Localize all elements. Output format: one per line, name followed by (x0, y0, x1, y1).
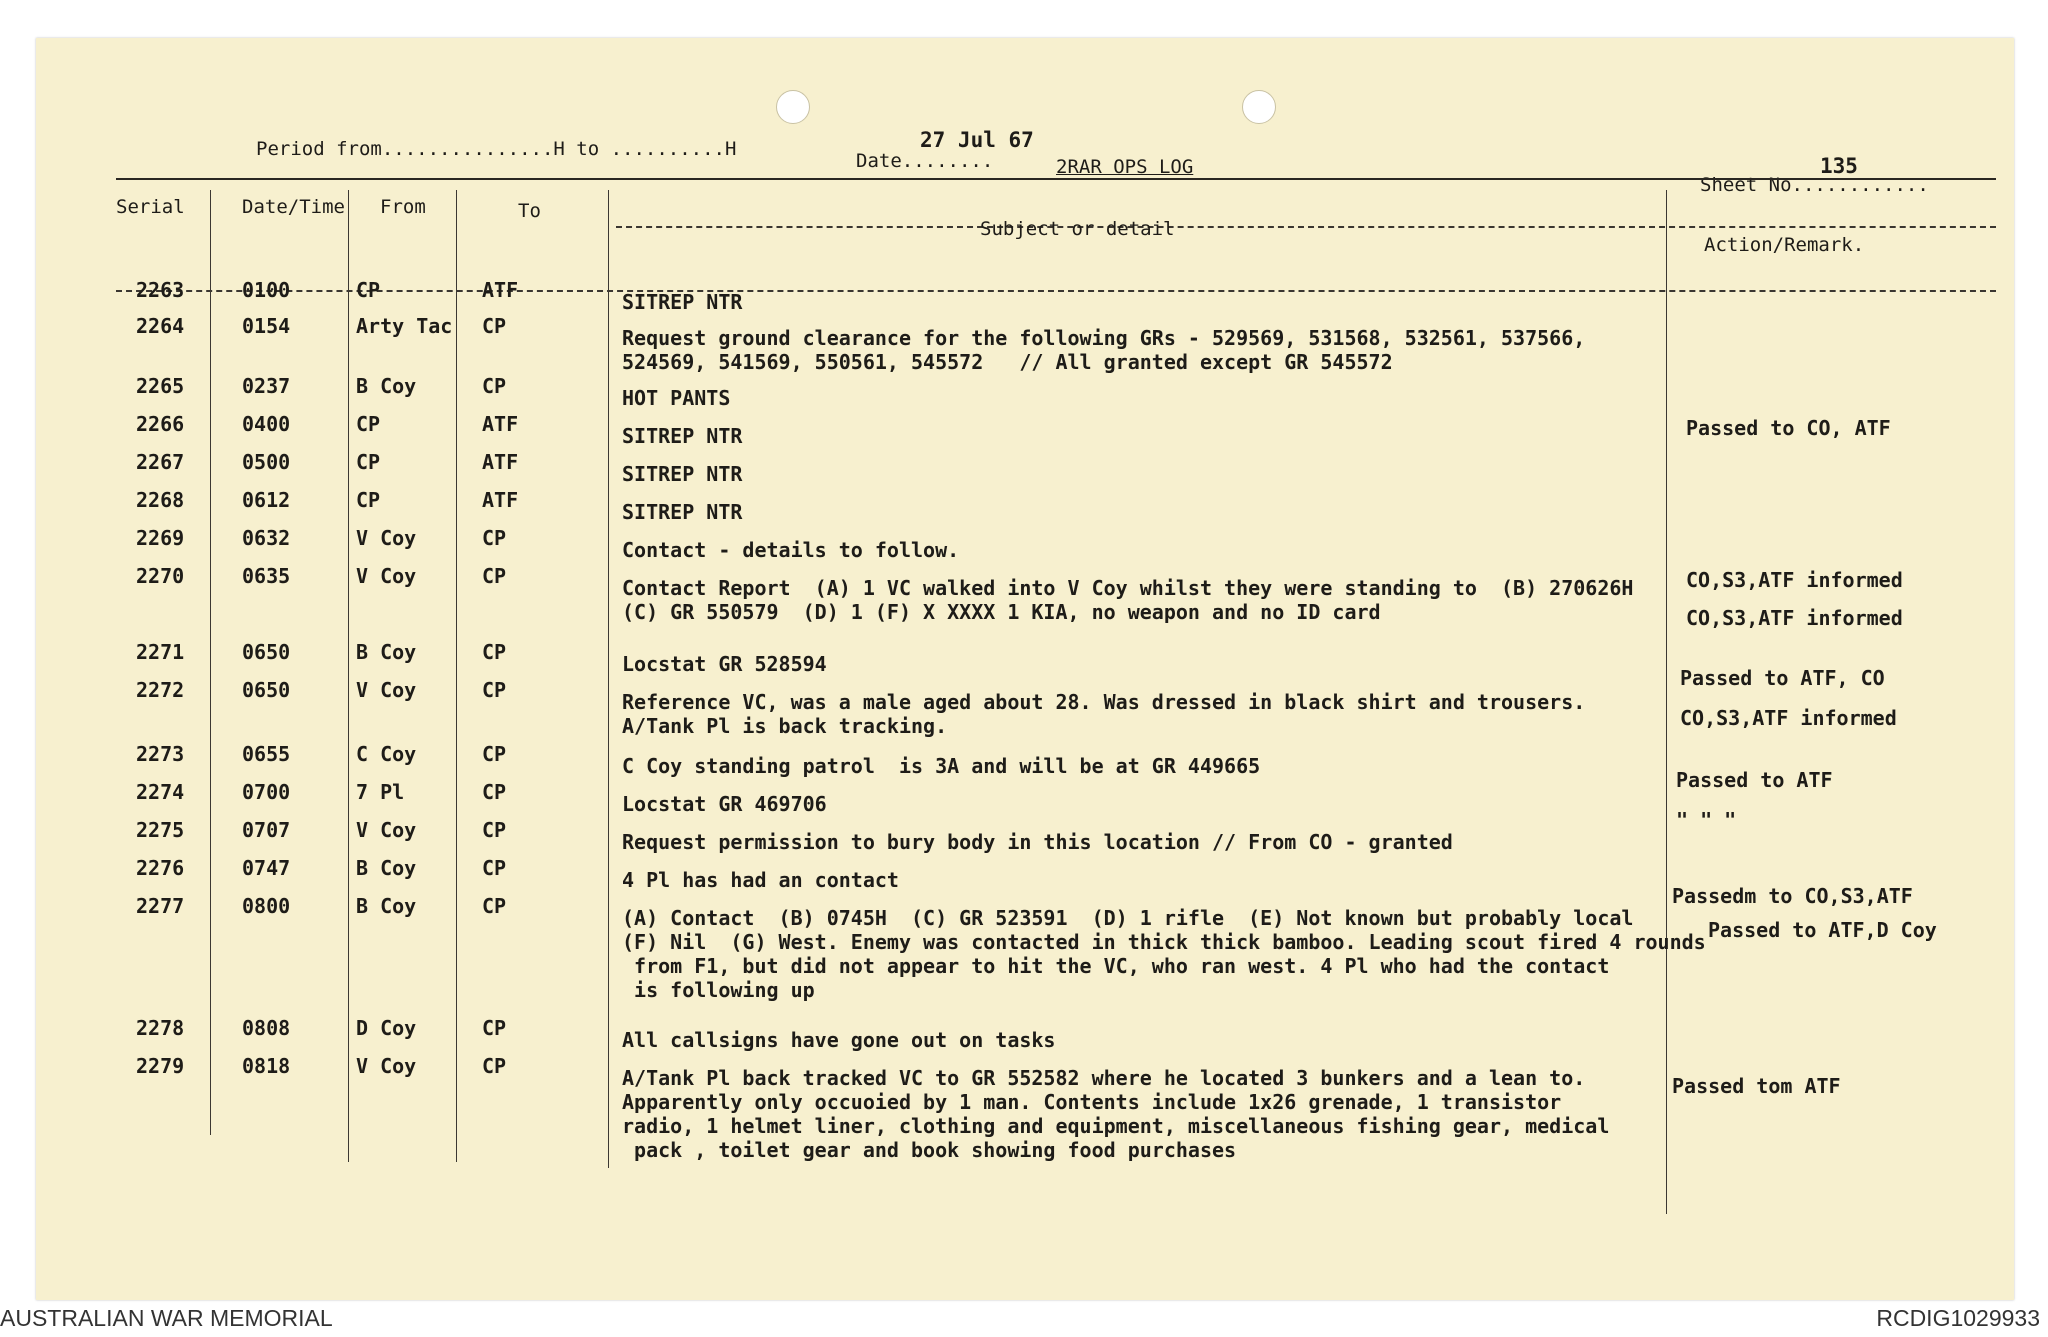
to-cell: CP (482, 894, 507, 918)
remark: CO,S3,ATF informed (1686, 606, 1903, 630)
remark: " " " (1676, 808, 1737, 832)
from-cell: V Coy (356, 564, 417, 588)
archive-id: RCDIG1029933 (1876, 1305, 2040, 1331)
from-cell: V Coy (356, 678, 417, 702)
time-cell: 0650 (242, 678, 291, 702)
subject-cell (622, 1066, 1609, 1162)
subject-cell (622, 652, 827, 676)
punch-hole (1242, 90, 1276, 124)
serial-cell: 2268 (136, 488, 185, 512)
to-cell: CP (482, 314, 507, 338)
serial-cell: 2270 (136, 564, 185, 588)
serial-cell: 2264 (136, 314, 185, 338)
remark: Passed to ATF, CO (1680, 666, 1885, 690)
subject-line: Contact - details to follow. (622, 538, 960, 562)
subject-line: Request permission to bury body in this location // From CO - granted (622, 830, 1453, 854)
serial-cell: 2271 (136, 640, 185, 664)
serial-cell: 2279 (136, 1054, 185, 1078)
from-cell: CP (356, 278, 381, 302)
serial-cell: 2277 (136, 894, 185, 918)
date-value: 27 Jul 67 (920, 128, 1034, 152)
header-bottom-rule (116, 290, 1996, 292)
col-datetime-header: Date/Time (242, 196, 345, 218)
from-cell: D Coy (356, 1016, 417, 1040)
subject-cell (622, 500, 742, 524)
time-cell: 0707 (242, 818, 291, 842)
to-cell: ATF (482, 450, 519, 474)
serial-cell: 2278 (136, 1016, 185, 1040)
from-cell: V Coy (356, 1054, 417, 1078)
to-cell: CP (482, 526, 507, 550)
subject-cell (622, 906, 1706, 1002)
serial-cell: 2263 (136, 278, 185, 302)
to-cell: CP (482, 818, 507, 842)
to-cell: CP (482, 678, 507, 702)
subject-cell (622, 792, 827, 816)
col-action-header: Action/Remark. (1704, 234, 1865, 256)
time-cell: 0237 (242, 374, 291, 398)
time-cell: 0154 (242, 314, 291, 338)
subject-line: 4 Pl has had an contact (622, 868, 899, 892)
serial-cell: 2267 (136, 450, 185, 474)
header-mid-rule (616, 226, 1996, 228)
subject-line: 524569, 541569, 550561, 545572 // All granted except GR 545572 (622, 350, 1393, 374)
from-cell: CP (356, 412, 381, 436)
subject-line: from F1, but did not appear to hit the VC, who ran west. 4 Pl who had the contact (622, 954, 1610, 978)
time-cell: 0747 (242, 856, 291, 880)
subject-cell (622, 868, 899, 892)
from-cell: B Coy (356, 640, 417, 664)
subject-line: SITREP NTR (622, 290, 743, 314)
time-cell: 0400 (242, 412, 291, 436)
period-label: Period from...............H to ..........H (256, 138, 737, 160)
to-cell: ATF (482, 412, 519, 436)
to-cell: CP (482, 780, 507, 804)
remark: CO,S3,ATF informed (1686, 568, 1903, 592)
sheet-label: Sheet No............ (1700, 174, 1929, 196)
subject-cell (622, 538, 959, 562)
to-cell: ATF (482, 488, 519, 512)
remark: CO,S3,ATF informed (1680, 706, 1897, 730)
subject-cell (622, 576, 1633, 624)
from-cell: B Coy (356, 374, 417, 398)
time-cell: 0818 (242, 1054, 291, 1078)
log-sheet (36, 38, 2014, 1300)
subject-line: radio, 1 helmet liner, clothing and equipment, miscellaneous fishing gear, medical (622, 1114, 1610, 1138)
subject-cell (622, 1028, 1055, 1052)
date-label: Date........ (856, 150, 994, 172)
time-cell: 0632 (242, 526, 291, 550)
col-serial-header: Serial (116, 196, 185, 218)
subject-line: C Coy standing patrol is 3A and will be at GR 449665 (622, 754, 1261, 778)
col-divider (608, 190, 609, 1168)
time-cell: 0612 (242, 488, 291, 512)
from-cell: Arty Tac (356, 314, 453, 338)
serial-cell: 2276 (136, 856, 185, 880)
subject-line: Request ground clearance for the following GRs - 529569, 531568, 532561, 537566, (622, 326, 1586, 350)
subject-line: A/Tank Pl back tracked VC to GR 552582 where he located 3 bunkers and a lean to. (622, 1066, 1586, 1090)
sheet-value: 135 (1820, 154, 1858, 178)
from-cell: CP (356, 488, 381, 512)
remark: Passed tom ATF (1672, 1074, 1841, 1098)
col-divider (348, 190, 349, 1162)
col-from-header: From (380, 196, 426, 218)
subject-line: is following up (622, 978, 815, 1002)
from-cell: V Coy (356, 818, 417, 842)
to-cell: CP (482, 1016, 507, 1040)
subject-line: SITREP NTR (622, 462, 743, 486)
col-divider (210, 190, 211, 1135)
subject-line: (A) Contact (B) 0745H (C) GR 523591 (D) 1 rifle (E) Not known but probably local (622, 906, 1634, 930)
time-cell: 0635 (242, 564, 291, 588)
time-cell: 0700 (242, 780, 291, 804)
header-top-rule (116, 178, 1996, 180)
from-cell: B Coy (356, 894, 417, 918)
time-cell: 0655 (242, 742, 291, 766)
from-cell: CP (356, 450, 381, 474)
serial-cell: 2272 (136, 678, 185, 702)
to-cell: CP (482, 856, 507, 880)
subject-cell (622, 462, 742, 486)
subject-line: Apparently only occuoied by 1 man. Contents include 1x26 grenade, 1 transistor (622, 1090, 1562, 1114)
subject-line: SITREP NTR (622, 500, 743, 524)
subject-line: SITREP NTR (622, 424, 743, 448)
subject-line: (F) Nil (G) West. Enemy was contacted in thick thick bamboo. Leading scout fired 4 rounds (622, 930, 1706, 954)
log-title: 2RAR OPS LOG (1056, 156, 1194, 178)
from-cell: V Coy (356, 526, 417, 550)
subject-line: Locstat GR 469706 (622, 792, 827, 816)
subject-line: A/Tank Pl is back tracking. (622, 714, 948, 738)
subject-line: (C) GR 550579 (D) 1 (F) X XXXX 1 KIA, no weapon and no ID card (622, 600, 1381, 624)
col-divider (1666, 190, 1667, 1214)
remark: Passed to ATF (1676, 768, 1833, 792)
time-cell: 0808 (242, 1016, 291, 1040)
serial-cell: 2273 (136, 742, 185, 766)
punch-hole (776, 90, 810, 124)
subject-cell (622, 754, 1260, 778)
to-cell: CP (482, 1054, 507, 1078)
to-cell: CP (482, 564, 507, 588)
to-cell: ATF (482, 278, 519, 302)
subject-line: All callsigns have gone out on tasks (622, 1028, 1056, 1052)
subject-cell (622, 830, 1453, 854)
to-cell: CP (482, 742, 507, 766)
remark: Passedm to CO,S3,ATF (1672, 884, 1913, 908)
to-cell: CP (482, 640, 507, 664)
remark: Passed to ATF,D Coy (1708, 918, 1937, 942)
time-cell: 0800 (242, 894, 291, 918)
from-cell: B Coy (356, 856, 417, 880)
subject-cell (622, 386, 730, 410)
serial-cell: 2274 (136, 780, 185, 804)
serial-cell: 2275 (136, 818, 185, 842)
subject-line: Locstat GR 528594 (622, 652, 827, 676)
subject-line: pack , toilet gear and book showing food purchases (622, 1138, 1237, 1162)
from-cell: 7 Pl (356, 780, 405, 804)
col-divider (456, 190, 457, 1162)
serial-cell: 2265 (136, 374, 185, 398)
subject-cell (622, 290, 742, 314)
serial-cell: 2266 (136, 412, 185, 436)
col-to-header: To (518, 200, 541, 222)
subject-line: Contact Report (A) 1 VC walked into V Coy whilst they were standing to (B) 270626H (622, 576, 1634, 600)
from-cell: C Coy (356, 742, 417, 766)
time-cell: 0100 (242, 278, 291, 302)
time-cell: 0650 (242, 640, 291, 664)
archive-credit: AUSTRALIAN WAR MEMORIAL (0, 1305, 333, 1331)
subject-line: Reference VC, was a male aged about 28. Was dressed in black shirt and trousers. (622, 690, 1586, 714)
subject-line: HOT PANTS (622, 386, 731, 410)
to-cell: CP (482, 374, 507, 398)
remark: Passed to CO, ATF (1686, 416, 1891, 440)
time-cell: 0500 (242, 450, 291, 474)
subject-cell (622, 424, 742, 448)
subject-cell (622, 690, 1585, 738)
serial-cell: 2269 (136, 526, 185, 550)
col-subject-header: Subject or detail (980, 218, 1175, 240)
subject-cell (622, 326, 1585, 374)
